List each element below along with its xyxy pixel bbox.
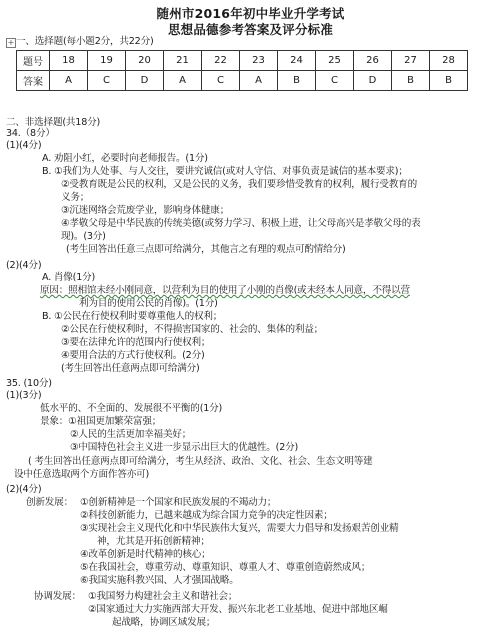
q34-1-answer-b4: ④孝敬父母是中华民族的传统美德(或努力学习、积极上进，让父母高兴是孝敬父母的表: [61, 218, 421, 229]
table-cell: A: [50, 71, 88, 91]
table-cell: 20: [126, 51, 164, 71]
answer-table: [16, 50, 468, 91]
coordinated-development-label: 协调发展：: [34, 591, 81, 602]
innovation-point-4: ④改革创新是时代精神的核心；: [80, 549, 211, 560]
q34-1-answer-b2-cont: 义务；: [61, 192, 90, 203]
question-34-label: 34.（8分）: [6, 128, 55, 139]
q34-2-answer-b2: ②公民在行使权利时，不得损害国家的、社会的、集体的利益；: [61, 324, 324, 335]
q35-1-scoring-note-line1: ( 考生回答出任意两点即可给满分，考生从经济、政治、文化、社会、生态文明等建: [28, 456, 373, 467]
table-cell: 22: [202, 51, 240, 71]
innovation-point-2: ②科技创新能力，已越来越成为综合国力竞争的决定性因素；: [80, 510, 333, 521]
q34-2-reason-line2: 利为目的使用公民的肖像)。(1分): [79, 298, 218, 309]
table-cell: B: [430, 71, 468, 91]
table-cell: 24: [278, 51, 316, 71]
table-cell: 19: [88, 51, 126, 71]
q34-1-answer-a: A. 劝阻小红，必要时向老师报告。(1分): [42, 153, 208, 164]
innovation-point-6: ⑥我国实施科教兴国、人才强国战略。: [80, 575, 239, 586]
innovation-point-3: ③实现社会主义现代化和中华民族伟大复兴，需要大力倡导和发扬艰苦创业精: [80, 523, 399, 534]
q34-1-answer-b4-cont: 现)。(3分): [61, 231, 106, 242]
q35-1-answer-d: ③中国特色社会主义进一步显示出巨大的优越性。(2分): [70, 442, 299, 453]
table-cell: 25: [316, 51, 354, 71]
table-cell: C: [202, 71, 240, 91]
section2-heading: 二、非选择题(共18分): [6, 117, 101, 128]
q34-2-reason-line1: 原因：照相馆未经小刚同意，以营利为目的使用了小刚的肖像(或未经本人同意，不得以营: [40, 285, 410, 296]
innovation-point-5: ⑤在我国社会，尊重劳动、尊重知识、尊重人才、尊重创造蔚然成风；: [80, 562, 371, 573]
table-cell: D: [354, 71, 392, 91]
q34-2-answer-b4: ④要用合法的方式行使权利。(2分): [61, 350, 205, 361]
table-cell: 26: [354, 51, 392, 71]
table-cell: 18: [50, 51, 88, 71]
table-cell: B: [278, 71, 316, 91]
table-cell: C: [316, 71, 354, 91]
q34-1-answer-b2: ②受教育既是公民的权利，又是公民的义务，我们要珍惜受教育的权利，履行受教育的: [61, 179, 417, 190]
table-header-cell: 答案: [17, 71, 50, 91]
table-header-cell: 题号: [17, 51, 50, 71]
table-cell: D: [126, 71, 164, 91]
q34-part2-label: (2)(4分): [6, 260, 42, 271]
section1-heading: 一、选择题(每小题2分，共22分): [16, 36, 154, 47]
q34-2-answer-b3: ③要在法律允许的范围内行使权利；: [61, 337, 211, 348]
table-move-handle-icon[interactable]: +: [7, 38, 15, 47]
table-cell: 23: [240, 51, 278, 71]
table-cell: 21: [164, 51, 202, 71]
table-cell: 27: [392, 51, 430, 71]
q34-1-answer-b1: B. ①我们为人处事、与人交往，要讲究诚信(或对人守信、对事负责是诚信的基本要求)；: [42, 166, 408, 177]
coordination-point-2: ②国家通过大力实施西部大开发、振兴东北老工业基地、促进中部地区崛: [88, 604, 388, 615]
q34-part1-label: (1)(4分): [6, 140, 42, 151]
q35-1-answer-b: 景象：①祖国更加繁荣富强；: [40, 416, 162, 427]
innovation-development-label: 创新发展：: [26, 497, 73, 508]
q34-2-scoring-note: (考生回答出任意两点即可给满分): [61, 363, 200, 374]
q34-1-scoring-note: (考生回答出任意三点即可给满分，其他言之有理的观点可酌情给分): [66, 244, 346, 255]
q34-2-answer-b1: B. ①公民在行使权利时要尊重他人的权利；: [42, 311, 223, 322]
table-cell: A: [240, 71, 278, 91]
q34-1-answer-b3: ③沉迷网络会荒废学业，影响身体健康；: [61, 205, 230, 216]
innovation-point-1: ①创新精神是一个国家和民族发展的不竭动力；: [80, 497, 277, 508]
innovation-point-3-cont: 神，尤其是开拓创新精神；: [97, 536, 210, 547]
q35-1-answer-a: 低水平的、不全面的、发展很不平衡的(1分): [40, 403, 223, 414]
q35-1-answer-c: ②人民的生活更加幸福美好；: [70, 429, 192, 440]
table-cell: C: [88, 71, 126, 91]
table-cell: A: [164, 71, 202, 91]
coordination-point-1: ①我国努力构建社会主义和谐社会；: [88, 591, 238, 602]
table-row: [17, 51, 468, 71]
q35-part1-label: (1)(3分): [6, 390, 42, 401]
doc-title-line1: 随州市2016年初中毕业升学考试: [156, 6, 345, 21]
q34-2-answer-a: A. 肖像(1分): [42, 272, 96, 283]
table-row: [17, 71, 468, 91]
doc-title-line2: 思想品德参考答案及评分标准: [167, 22, 334, 37]
q35-part2-label: (2)(4分): [6, 484, 42, 495]
question-35-label: 35. (10分): [6, 378, 52, 389]
table-cell: 28: [430, 51, 468, 71]
q35-1-scoring-note-line2: 设中任意选取两个方面作答亦可): [14, 469, 150, 480]
table-cell: B: [392, 71, 430, 91]
coordination-point-2-cont: 起战略，协调区域发展；: [112, 617, 216, 628]
